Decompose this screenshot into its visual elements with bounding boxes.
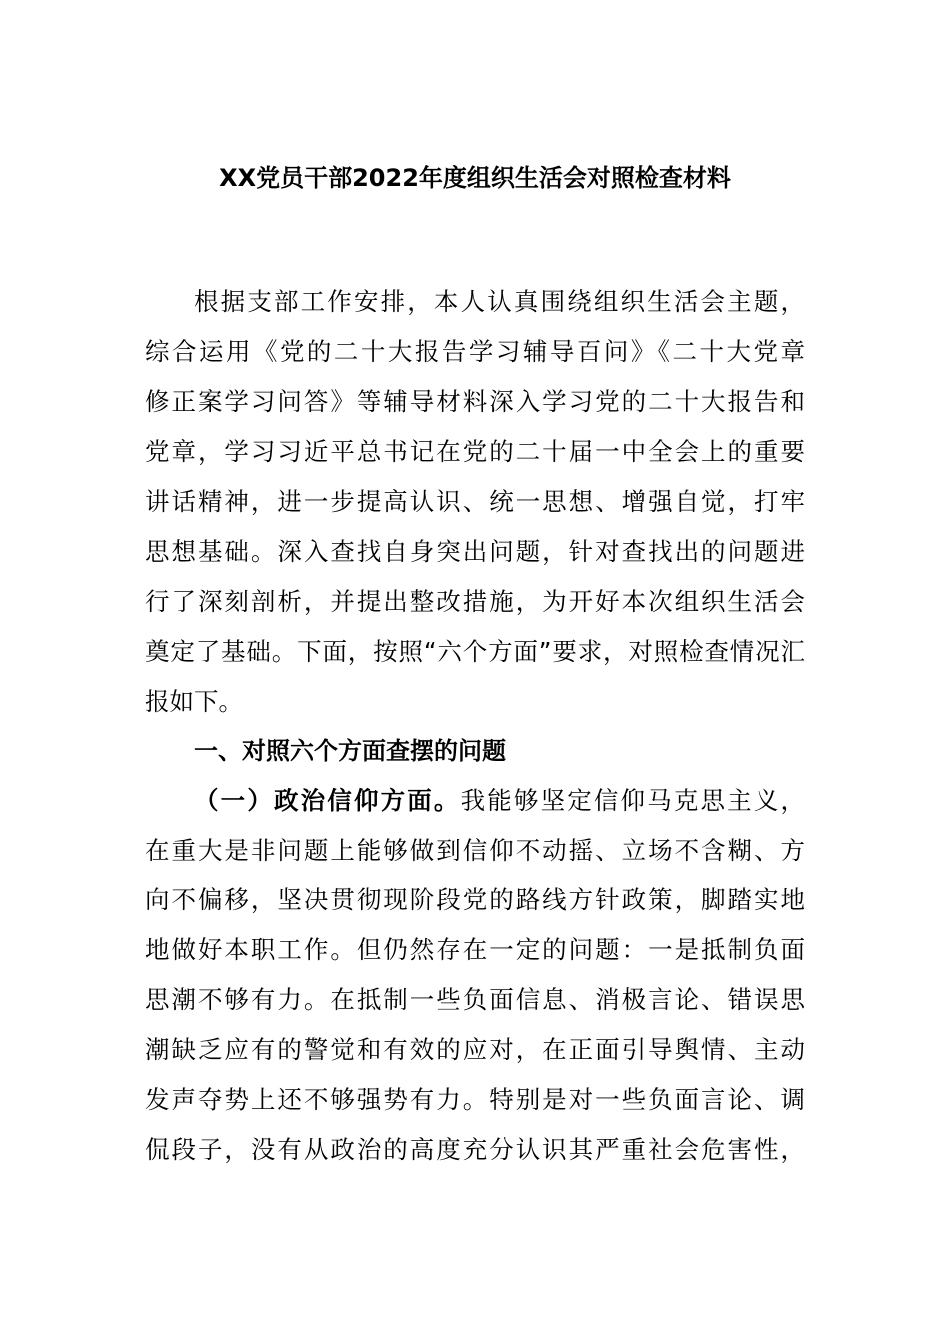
paragraph-line: 修正案学习问答》等辅导材料深入学习党的二十大报告和 xyxy=(145,387,805,416)
paragraph-line: 侃段子，没有从政治的高度充分认识其严重社会危害性， xyxy=(145,1135,805,1164)
subsection-first-line xyxy=(194,776,805,826)
paragraph-line: 党章，学习习近平总书记在党的二十届一中全会上的重要 xyxy=(145,437,805,466)
paragraph-line: 行了深刻剖析，并提出整改措施，为开好本次组织生活会 xyxy=(145,587,805,616)
paragraph-line: 奠定了基础。下面，按照“六个方面”要求，对照检查情况汇 xyxy=(145,637,805,666)
paragraph-line: 讲话精神，进一步提高认识、统一思想、增强自觉，打牢 xyxy=(145,487,805,516)
paragraph-line: 地做好本职工作。但仍然存在一定的问题：一是抵制负面 xyxy=(145,935,805,964)
paragraph-line: 发声夺势上还不够强势有力。特别是对一些负面言论、调 xyxy=(145,1085,805,1114)
paragraph-line: 向不偏移，坚决贯彻现阶段党的路线方针政策，脚踏实地 xyxy=(145,885,805,914)
paragraph-line: 综合运用《党的二十大报告学习辅导百问》《二十大党章 xyxy=(145,337,805,366)
paragraph-line: 报如下。 xyxy=(145,687,243,716)
section-heading: 一、对照六个方面查摆的问题 xyxy=(194,737,506,765)
paragraph-line: 根据支部工作安排，本人认真围绕组织生活会主题， xyxy=(194,287,805,316)
paragraph-line: 潮缺乏应有的警觉和有效的应对，在正面引导舆情、主动 xyxy=(145,1035,805,1064)
paragraph-line: 在重大是非问题上能够做到信仰不动摇、立场不含糊、方 xyxy=(145,836,805,865)
subsection-lead: （一）政治信仰方面。 xyxy=(194,786,461,815)
paragraph-line: 思想基础。深入查找自身突出问题，针对查找出的问题进 xyxy=(145,537,805,566)
subsection-first-line-text: 我能够坚定信仰马克思主义， xyxy=(460,786,806,815)
document-title: XX党员干部2022年度组织生活会对照检查材料 xyxy=(219,164,731,192)
paragraph-line: 思潮不够有力。在抵制一些负面信息、消极言论、错误思 xyxy=(145,985,805,1014)
